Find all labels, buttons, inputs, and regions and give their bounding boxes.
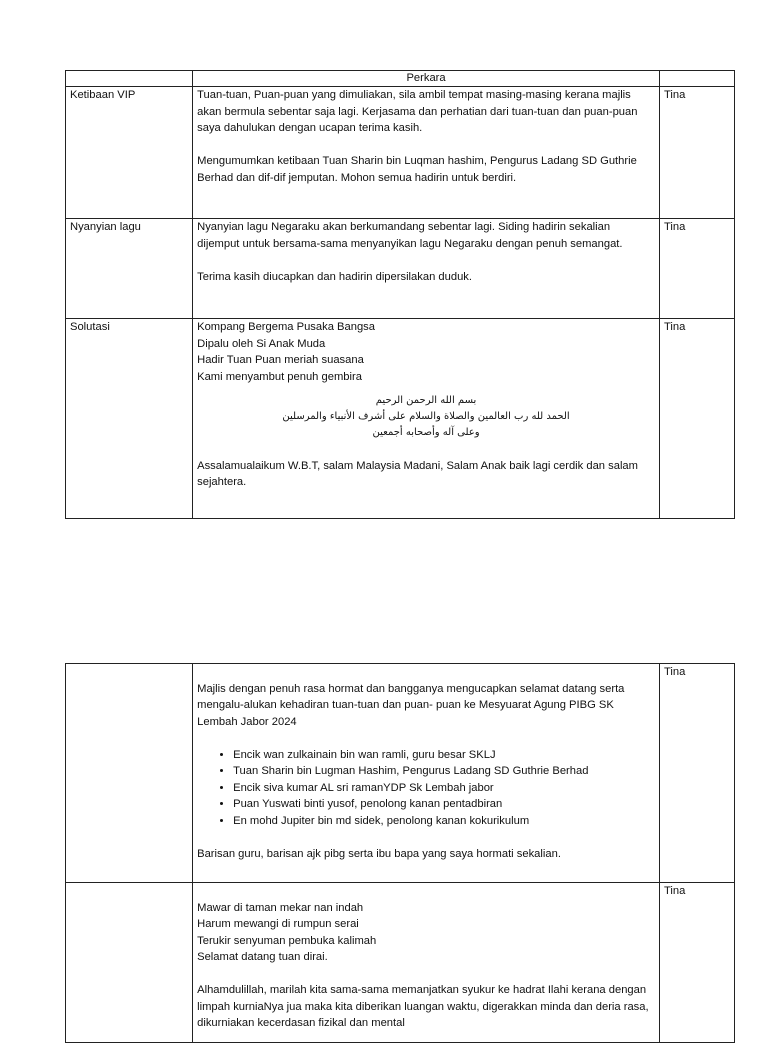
- row-content: [193, 219, 660, 319]
- pantun-line: Mawar di taman mekar nan indah: [197, 901, 364, 914]
- list-item: • Encik wan zulkainain bin wan ramli, guru besar SKLJ: [233, 747, 655, 764]
- pantun-line: Hadir Tuan Puan meriah suasana: [197, 354, 364, 366]
- pantun-line: Kami menyambut penuh gembira: [197, 370, 362, 383]
- row-content: [193, 664, 660, 883]
- list-item: • En mohd Jupiter bin md sidek, penolong kanan kokurikulum: [233, 813, 655, 830]
- table-row: [66, 87, 735, 219]
- row-presenter: Tina: [659, 87, 734, 219]
- row-label: [66, 664, 193, 883]
- agenda-table-1: [65, 70, 735, 519]
- pantun-line: Kompang Bergema Pusaka Bangsa: [197, 321, 375, 333]
- arabic-line: بسم الله الرحمن الرحيم: [375, 395, 477, 406]
- list-item: • Puan Yuswati binti yusof, penolong kanan pentadbiran: [233, 796, 655, 813]
- paragraph: Mengumumkan ketibaan Tuan Sharin bin Luqman hashim, Pengurus Ladang SD Guthrie Berhad dan dif-dif jemputan. Mohon semua hadirin untuk berdiri.: [197, 155, 637, 184]
- arabic-line: الحمد لله رب العالمين والصلاة والسلام على أشرف الأنبياء والمرسلين: [282, 411, 570, 422]
- row-content: [193, 319, 660, 519]
- pantun-line: Dipalu oleh Si Anak Muda: [197, 337, 326, 350]
- row-presenter: Tina: [659, 319, 734, 519]
- pantun-line: Selamat datang tuan dirai.: [197, 951, 328, 963]
- row-label: [66, 883, 193, 1043]
- agenda-table-2: [65, 663, 735, 1043]
- table-row: [66, 219, 735, 319]
- closing-paragraph: Assalamualaikum W.B.T, salam Malaysia Madani, Salam Anak baik lagi cerdik dan salam sejahtera.: [197, 459, 638, 488]
- row-label: Solutasi: [66, 319, 193, 519]
- header-by-cell: [659, 71, 734, 87]
- list-item: • Encik siva kumar AL sri ramanYDP Sk Lembah jabor: [233, 780, 655, 797]
- row-presenter: Tina: [659, 219, 734, 319]
- paragraph: Nyanyian lagu Negaraku akan berkumandang sebentar lagi. Siding hadirin sekalian dijemput untuk bersama-sama menyanyikan lagu Negaraku dengan penuh semangat.: [197, 221, 623, 250]
- row-content: [193, 883, 660, 1043]
- row-label: Nyanyian lagu: [66, 219, 193, 319]
- arabic-line: وعلى آله وأصحابه أجمعين: [372, 427, 480, 438]
- header-perkara: Perkara: [193, 71, 660, 87]
- body-paragraph: Alhamdulillah, marilah kita sama-sama memanjatkan syukur ke hadrat Ilahi kerana dengan limpah kurniaNya jua maka kita diberikan luangan waktu, digerakkan minda dan deria rasa, dikurniakan kecerdasan fizikal dan mental: [197, 984, 649, 1029]
- row-presenter: Tina: [659, 883, 734, 1043]
- row-content: [193, 87, 660, 219]
- row-presenter: Tina: [659, 664, 734, 883]
- paragraph: Terima kasih diucapkan dan hadirin dipersilakan duduk.: [197, 270, 473, 283]
- paragraph: Tuan-tuan, Puan-puan yang dimuliakan, sila ambil tempat masing-masing kerana majlis akan bermula sebentar saja lagi. Kerjasama dan perhatian dari tuan-tuan dan puan-puan saya dahulukan dengan ucapan terima kasih.: [197, 89, 638, 134]
- row-label: Ketibaan VIP: [66, 87, 193, 219]
- guest-list: [197, 747, 655, 830]
- table-row: [66, 883, 735, 1043]
- header-label-cell: [66, 71, 193, 87]
- arabic-prayer: [197, 393, 655, 441]
- list-item: • Tuan Sharin bin Lugman Hashim, Pengurus Ladang SD Guthrie Berhad: [233, 763, 655, 780]
- table-header-row: [66, 71, 735, 87]
- table-row: [66, 664, 735, 883]
- pantun-line: Terukir senyuman pembuka kalimah: [197, 934, 377, 947]
- closing-paragraph: Barisan guru, barisan ajk pibg serta ibu bapa yang saya hormati sekalian.: [197, 847, 561, 860]
- intro-paragraph: Majlis dengan penuh rasa hormat dan bangganya mengucapkan selamat datang serta mengalu-alukan kehadiran tuan-tuan dan puan- puan ke Mesyuarat Agung PIBG SK Lembah Jabor 2024: [197, 682, 625, 728]
- pantun-line: Harum mewangi di rumpun serai: [197, 918, 359, 930]
- table-row: [66, 319, 735, 519]
